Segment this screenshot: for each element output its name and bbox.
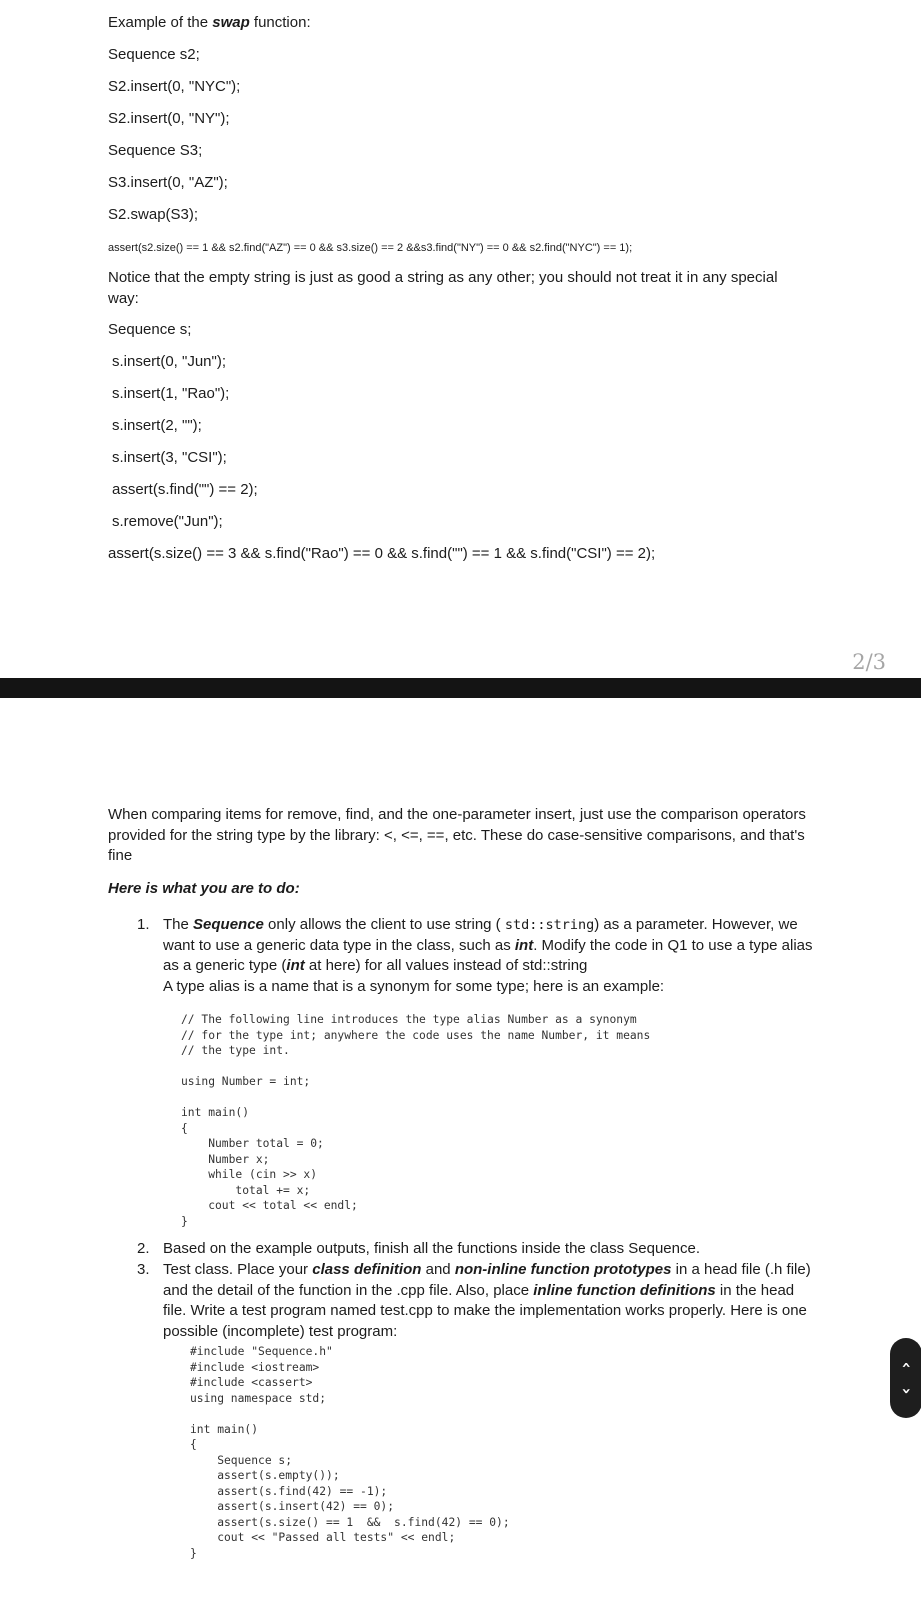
page-navigation-control[interactable] [890, 1338, 921, 1418]
code-line: S2.insert(0, "NY"); [108, 110, 230, 127]
chevron-up-icon[interactable]: ‹ [897, 1361, 916, 1369]
code-line: Sequence s; [108, 321, 192, 338]
notice-paragraph: Notice that the empty string is just as good a string as any other; you should not treat it in any special way: [108, 269, 778, 307]
code-line: Sequence S3; [108, 142, 203, 159]
code-line: S2.insert(0, "NYC"); [108, 78, 241, 95]
code-line: s.insert(2, ""); [112, 417, 202, 434]
intro-paragraph: When comparing items for remove, find, and the one-parameter insert, just use the comparison operators provided for the string type by the library: <, <=, ==, etc. These do case-sensitive comparisons, and that's fine [108, 806, 806, 864]
code-line: s.insert(3, "CSI"); [112, 449, 227, 466]
type-alias-code-block: // The following line introduces the type alias Number as a synonym // for the type int; anywhere the code uses the name Number, it means // the type int. using Number = int; int main() { Number total = 0; Number x; while (cin >> x) total += x; cout << total << endl; } [181, 1013, 651, 1228]
code-line: assert(s.find("") == 2); [112, 481, 258, 498]
code-line: s.remove("Jun"); [112, 513, 223, 530]
code-line: S2.swap(S3); [108, 206, 199, 223]
chevron-down-icon[interactable]: › [897, 1387, 916, 1395]
section-heading: Here is what you are to do: [108, 880, 300, 897]
list-item-2: Based on the example outputs, finish all the functions inside the class Sequence. [163, 1240, 701, 1257]
page-divider [0, 678, 921, 698]
code-line: s.insert(0, "Jun"); [112, 353, 227, 370]
list-number: 3. [137, 1261, 150, 1278]
test-program-code-block: #include "Sequence.h" #include <iostream> #include <cassert> using namespace std; int main() { Sequence s; assert(s.empty()); assert(s.find(42) == -1); assert(s.insert(42) == 0); assert(s.size() == 1 && s.find(42) == 0); cout << "Passed all tests" << endl; } [190, 1345, 510, 1560]
list-item-1: The Sequence only allows the client to use string ( std::string) as a parameter. However, we want to use a generic data type in the class, such as int. Modify the code in Q1 to use a type alias as a generic type (int at here) for all values instead of std::string A type alias is a name that is a synonym for some type; here is an example: [163, 916, 813, 995]
list-number: 1. [137, 916, 150, 933]
list-number: 2. [137, 1240, 150, 1257]
code-line: S3.insert(0, "AZ"); [108, 174, 228, 191]
code-line: Sequence s2; [108, 46, 200, 63]
assert-line: assert(s2.size() == 1 && s2.find("AZ") == 0 && s3.size() == 2 &&s3.find("NY") == 0 && s2.find("NYC") == 1); [108, 242, 633, 254]
assert-line: assert(s.size() == 3 && s.find("Rao") == 0 && s.find("") == 1 && s.find("CSI") == 2); [108, 545, 656, 562]
list-item-3: Test class. Place your class definition and non-inline function prototypes in a head file (.h file) and the detail of the function in the .cpp file. Also, place inline function definitions in the head file. Write a test program named test.cpp to make the implementation works properly. Here is one possible (incomplete) test program: [163, 1261, 811, 1340]
page-number: 2/3 [852, 650, 886, 674]
document-page-1 [0, 0, 921, 678]
example-heading: Example of the swap function: [108, 14, 311, 31]
code-line: s.insert(1, "Rao"); [112, 385, 230, 402]
